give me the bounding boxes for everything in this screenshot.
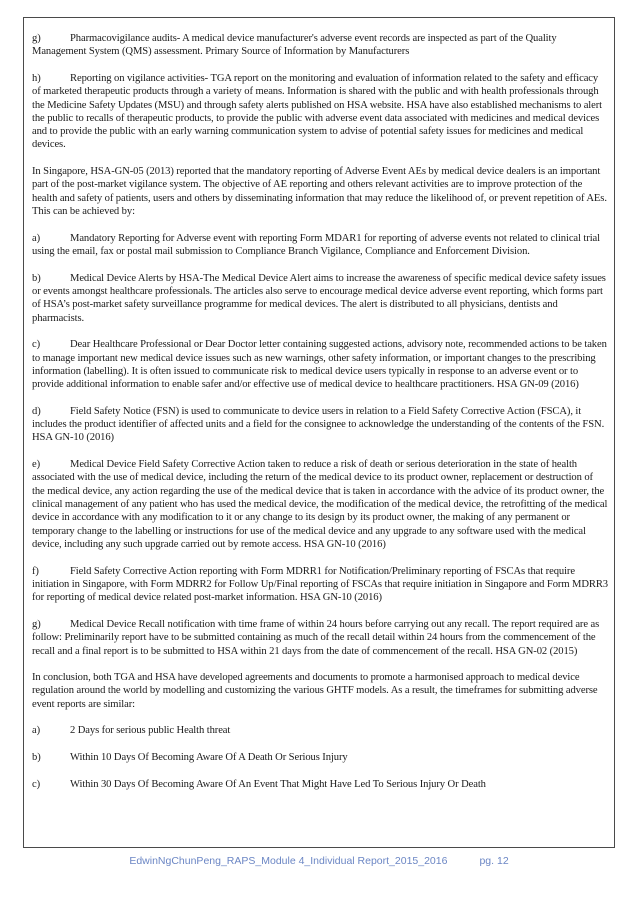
list-marker: h) (32, 72, 41, 84)
paragraph-text: Mandatory Reporting for Adverse event with reporting Form MDAR1 for reporting of adverse events not related to clinical trial using the email, fax or postal mail submission to Compliance Branch Vigilance, Compliance and Enforcement Division. (32, 232, 600, 258)
paragraph-text: Pharmacovigilance audits- A medical device manufacturer's adverse event records are inspected as part of the Quality Management System (QMS) assessment. Primary Source of Information by Manufacturers (32, 33, 557, 58)
paragraph-text: Medical Device Alerts by HSA-The Medical Device Alert aims to increase the awareness of specific medical device safety issues or events amongst healthcare professionals. The articles also serve to encourage medical device adverse event reporting, which forms part of HSA’s post-market safety surveillance programme for medical devices. The alert is distributed to all physicians, dentists and pharmacists. (32, 272, 606, 324)
paragraph-h-reporting (32, 72, 608, 152)
paragraph-d-fsn (32, 405, 608, 445)
paragraph-f-fsca-reporting (32, 565, 608, 605)
paragraph-text: Medical Device Recall notification with time frame of within 24 hours before carrying out any recall. The report required are as follow: Preliminarily report have to be submitted containing as much of the recall detail within 24 hours from the commencement of the recall and a final report is to be submitted to HSA within 21 days from the date of commencement of the recall. HSA GN-02 (2015) (32, 618, 600, 657)
paragraph-g-audits (32, 32, 608, 59)
paragraph-conclusion (32, 671, 608, 711)
list-marker: g) (32, 618, 41, 630)
list-marker: f) (32, 565, 39, 577)
paragraph-b-device-alerts (32, 272, 608, 325)
timeframe-text: 2 Days for serious public Health threat (70, 725, 231, 737)
list-marker: d) (32, 405, 41, 417)
paragraph-c-dear-doctor (32, 338, 608, 391)
timeframe-item (32, 724, 608, 737)
footer-page-number: pg. 12 (479, 855, 509, 867)
list-marker: c) (32, 339, 41, 351)
timeframe-text: Within 10 Days Of Becoming Aware Of A Death Or Serious Injury (70, 752, 348, 764)
paragraph-text: Dear Healthcare Professional or Dear Doctor letter containing suggested actions, advisory note, recommended actions to be taken to manage important new medical device issues such as new warnings, other safety information, or important changes to the prescribing information (labelling). It is often issued to communicate risk to medical device users typically in response to an adverse event or to provide additional information to enable safer and/or effective use of medical device to healthcare practitioners. HSA GN-09 (2016) (32, 339, 607, 391)
list-marker: g) (32, 33, 41, 44)
list-marker: a) (32, 232, 41, 244)
page-footer (0, 855, 638, 867)
timeframe-item (32, 751, 608, 764)
paragraph-text: In Singapore, HSA-GN-05 (2013) reported that the mandatory reporting of Adverse Event AEs by medical device dealers is an important part of the post-market vigilance system. The objective of AE reporting and others relevant activities are to improve protection of the health and safety of patients, users and others by disseminating information that may reduce the likelihood of, or prevent repetition of AEs. This can be achieved by: (32, 166, 607, 218)
paragraph-singapore-intro (32, 165, 608, 218)
list-marker: c) (32, 778, 41, 790)
list-marker: b) (32, 752, 41, 764)
paragraph-e-fsca (32, 458, 608, 551)
footer-document-name: EdwinNgChunPeng_RAPS_Module 4_Individual Report_2015_2016 (129, 855, 448, 867)
list-marker: e) (32, 459, 41, 471)
paragraph-text: Field Safety Notice (FSN) is used to communicate to device users in relation to a Field Safety Corrective Action (FSCA), it includes the product identifier of affected units and a field for the consignee to acknowledge the understanding of the contents of the FSN. HSA GN-10 (2016) (32, 405, 605, 444)
timeframe-text: Within 30 Days Of Becoming Aware Of An Event That Might Have Led To Serious Injury Or Death (70, 778, 486, 790)
paragraph-a-mandatory-reporting (32, 232, 608, 259)
paragraph-text: Medical Device Field Safety Corrective Action taken to reduce a risk of death or serious deterioration in the state of health associated with the use of medical device, including the return of the medical device to its product owner, replacement or destruction of the medical device, any action regarding the use of the medical device that is taken in accordance with the advice of its product owner, the clinical management of any patient who has used the medical device, the modification of the medical device, the retrofitting of the medical device in accordance with any modification to it or any change to its design by its product owner, the making of any permanent or temporary change to the labelling or instructions for use of the medical device and any upgrade to any software used with the medical device, including any such upgrade carried out by remote access. HSA GN-10 (2016) (32, 459, 608, 550)
list-marker: b) (32, 272, 41, 284)
list-marker: a) (32, 725, 41, 737)
timeframe-item (32, 778, 608, 791)
paragraph-text: Reporting on vigilance activities- TGA report on the monitoring and evaluation of information related to the safety and efficacy of marketed therapeutic products through a variety of means. Information is shared with the public and with health professionals through the Medicine Safety Updates (MSU) and through safety alerts published on HSA website. HSA have also established mechanisms to alert the public to recalls of therapeutic products, to provide the public with adverse event data associated with medicines and medical devices and to provide the public with an early warning communication system to advise of potential safety issues for medicines and medical devices. (32, 72, 603, 151)
paragraph-text: In conclusion, both TGA and HSA have developed agreements and documents to promote a harmonised approach to medical device regulation around the world by modelling and customizing the various GHTF models. As a result, the timeframes for submitting adverse event reports are similar: (32, 672, 598, 710)
document-body (32, 32, 608, 805)
paragraph-text: Field Safety Corrective Action reporting with Form MDRR1 for Notification/Preliminary reporting of FSCAs that require initiation in Singapore, with Form MDRR2 for Follow Up/Final reporting of FSCAs that require initiation in Singapore and Form MDRR3 for reporting of medical device related post-market information. HSA GN-10 (2016) (32, 565, 609, 604)
paragraph-g-recall (32, 618, 608, 658)
